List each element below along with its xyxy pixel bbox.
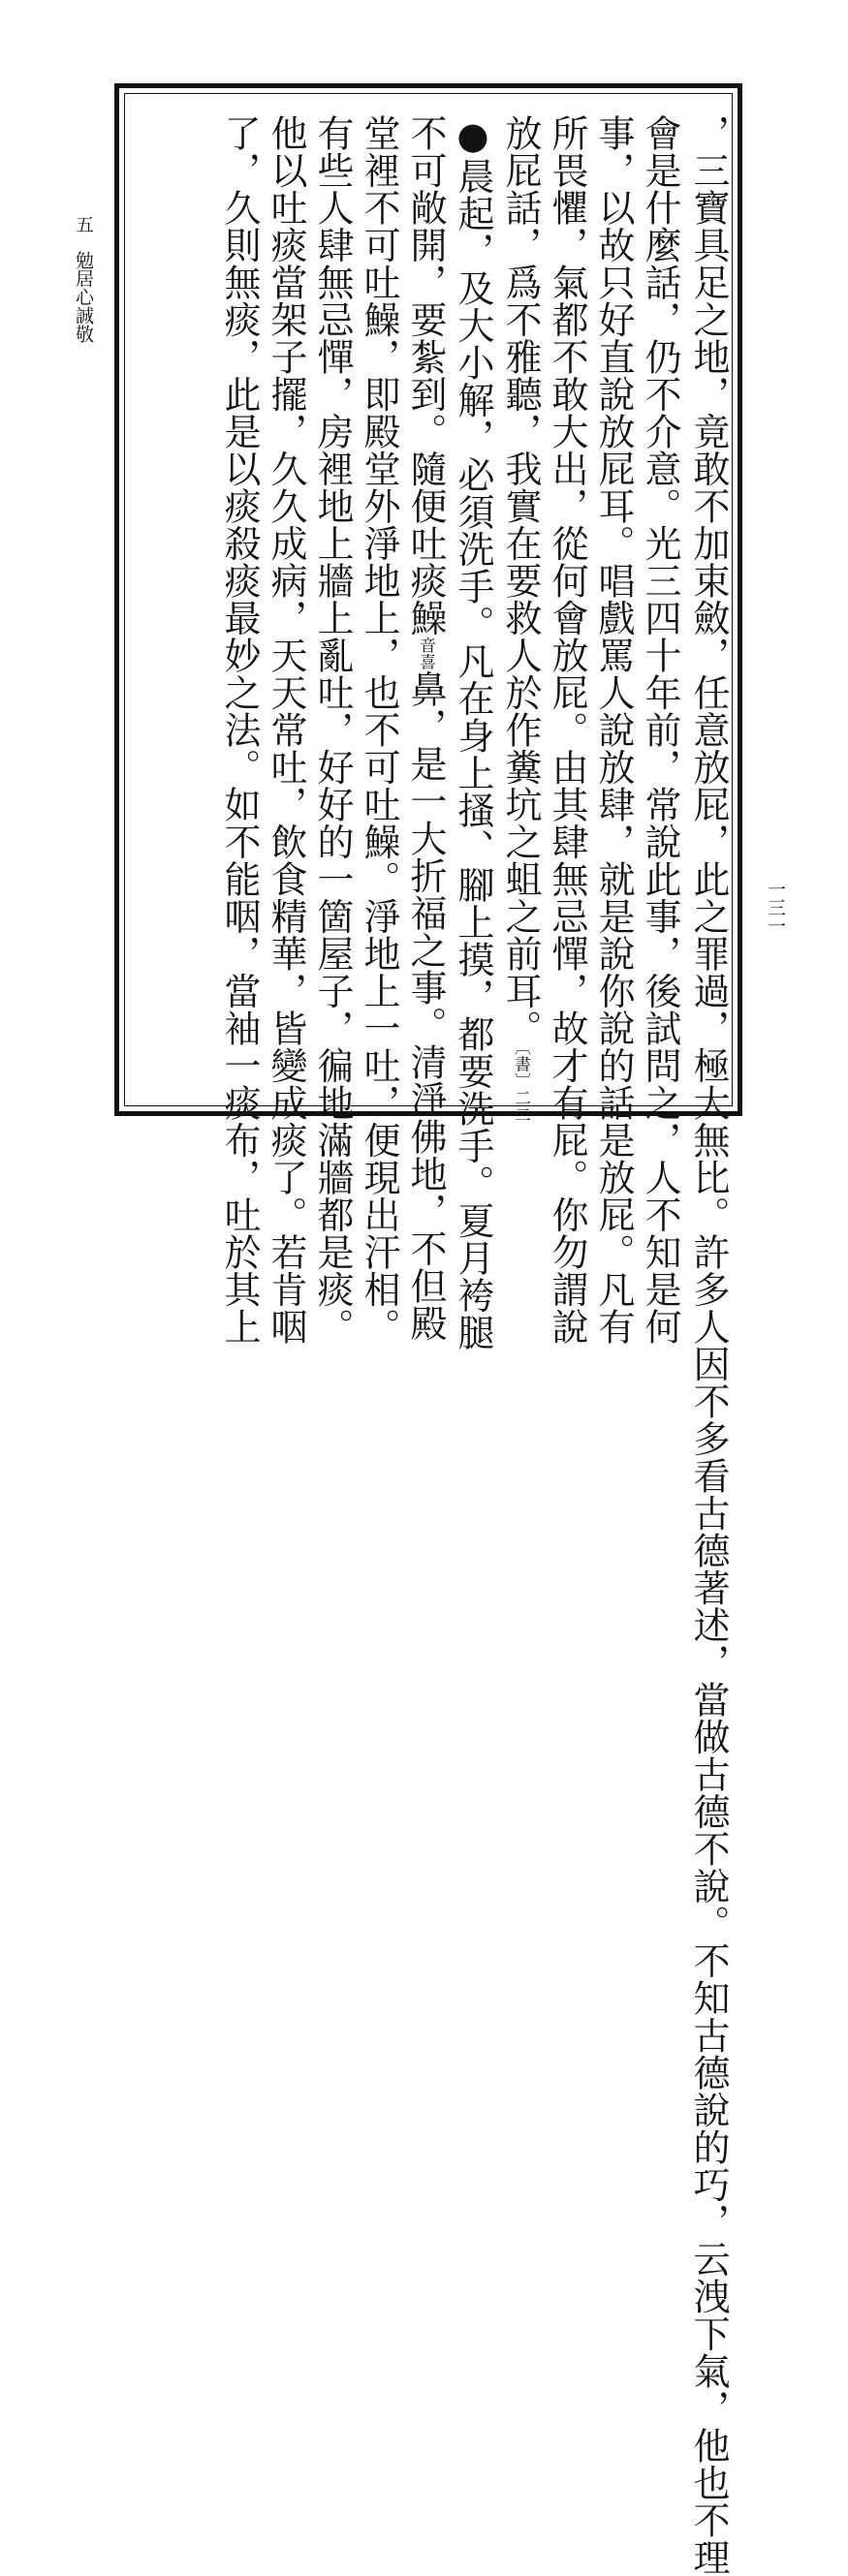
text-column-3: 事，以故只好直說放屁耳。唱戲罵人說放肆，就是說你說的話是放屁。凡有 — [592, 114, 635, 1346]
source-note: 〔書〕二二 — [511, 1046, 530, 1124]
text-column-1 — [686, 114, 731, 2576]
text-column-11: 了，久則無痰，此是以痰殺痰最妙之法。如不能咽，當袖一痰布，吐於其上 — [218, 114, 261, 1346]
text-column-6: ●晨起，及大小解，必須洗手。凡在身上搔、腳上摸，都要洗手。夏月袴腿 — [452, 114, 494, 1351]
column-text: 不可敞開，要紮到。隨便吐痰鱢 — [404, 114, 447, 636]
column-lead: ，三寶具足之地，竟敢不加束斂，任意放屁，此之罪過，極大無比。 — [687, 114, 730, 1233]
running-header — [72, 215, 95, 343]
text-column-8: 堂裡不可吐鱢，即殿堂外淨地上，也不可吐鱢。淨地上一吐，便現出汗相。 — [358, 114, 400, 1346]
text-column-2: 會是什麼話，仍不介意。光三四十年前，常說此事，後試問之，人不知是何 — [639, 114, 681, 1346]
chapter-number: 五 — [73, 215, 94, 233]
column-tail: 鼻，是一大折福之事。清淨佛地，不但殿 — [404, 670, 447, 1342]
text-column-4: 所畏懼，氣都不敢大出，從何會放屁。由其肆無忌憚，故才有屁。你勿謂說 — [546, 114, 588, 1346]
column-text: 許多人因不多看古德著述，當做古德不說。不知古德說的巧，云洩下氣，他也不理 — [687, 1233, 730, 2576]
text-column-5 — [498, 114, 543, 1124]
text-column-7 — [403, 114, 448, 1342]
page-number: 一三一 — [765, 880, 786, 935]
column-text: 放屁話，爲不雅聽，我實在要救人於作糞坑之蛆之前耳。 — [499, 114, 542, 1047]
text-column-9: 有些人肆無忌憚，房裡地上牆上亂吐，好好的一箇屋子，徧地滿牆都是痰。 — [311, 114, 354, 1346]
text-column-10: 他以吐痰當架子擺，久久成病，天天常吐，飲食精華，皆變成痰了。若肯咽 — [265, 114, 307, 1346]
section-title: 勉居心誠敬 — [73, 251, 94, 343]
pronunciation-note: 音喜 — [416, 636, 435, 670]
